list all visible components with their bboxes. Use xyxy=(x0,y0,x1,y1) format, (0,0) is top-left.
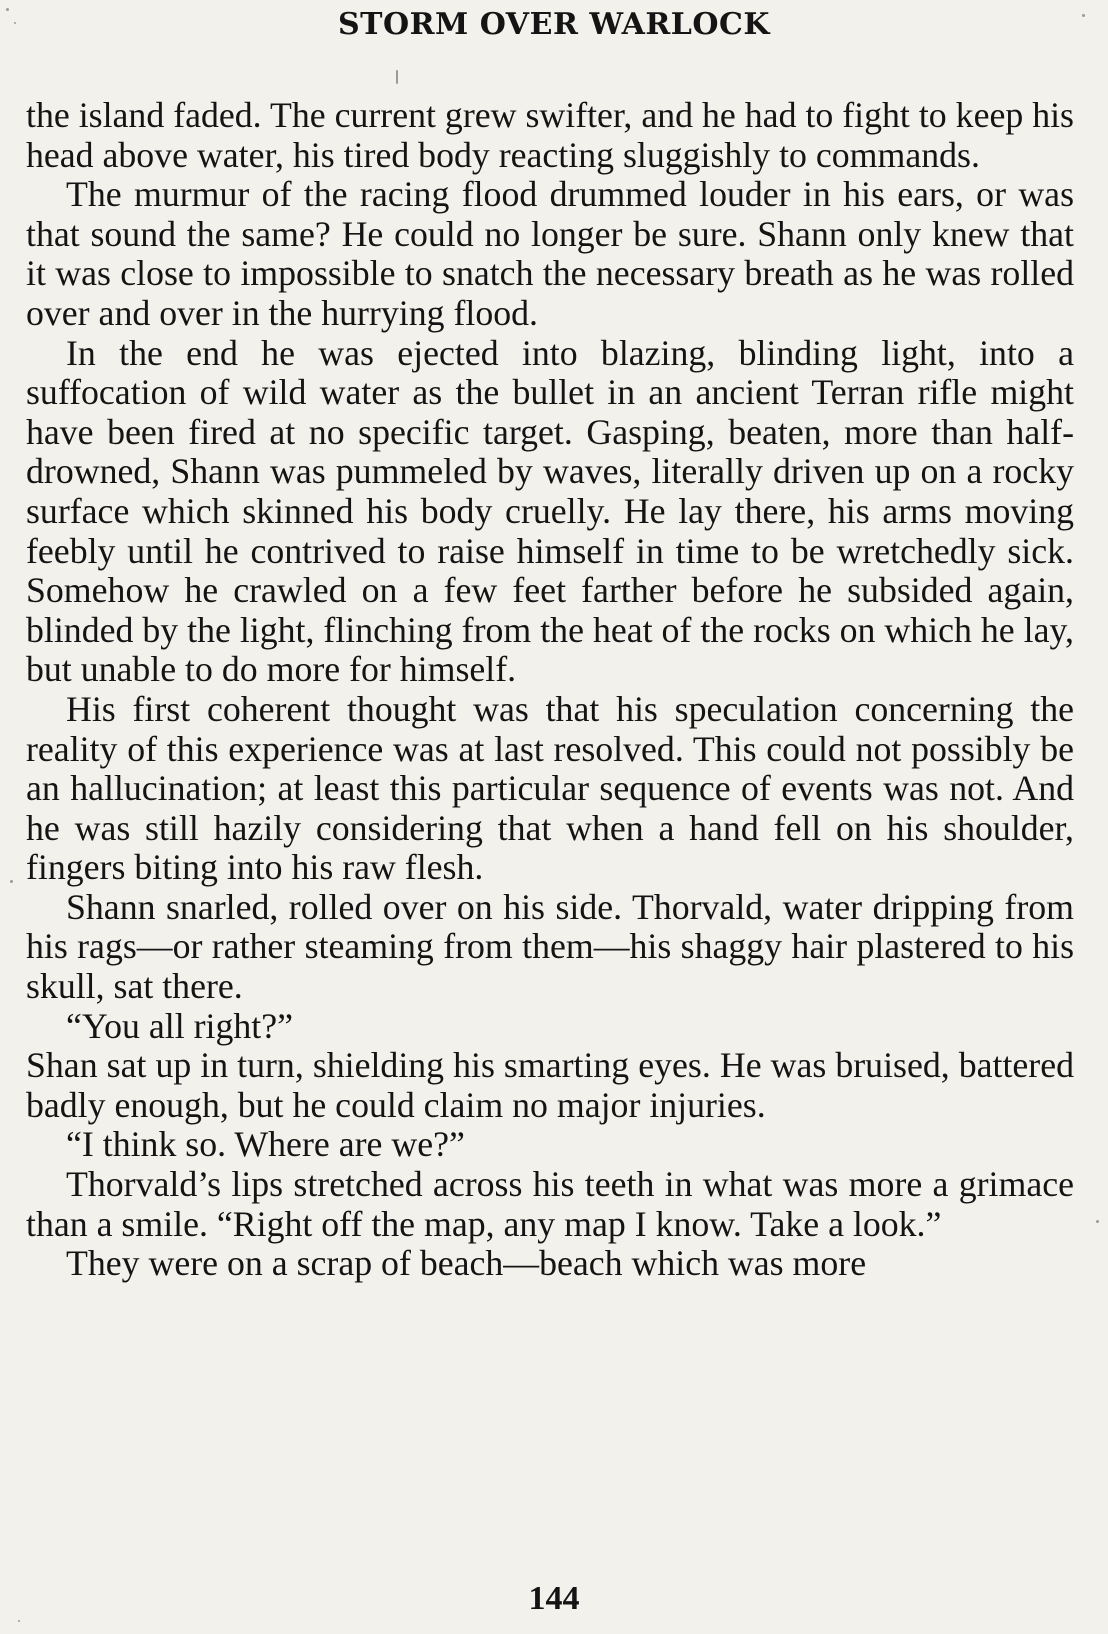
paragraph: Shann snarled, rolled over on his side. Thorvald, water dripping from his rags—or rather steaming from them—his shaggy hair plastered to his skull, sat there. xyxy=(26,886,1074,1007)
paragraph: Thorvald’s lips stretched across his teeth in what was more a grimace than a smile. “Right off the map, any map I know. Take a look.” xyxy=(26,1164,1074,1244)
page-number: 144 xyxy=(528,1580,580,1617)
scan-speck xyxy=(1082,14,1085,17)
scan-speck xyxy=(396,70,398,84)
scan-speck xyxy=(14,22,16,24)
paragraph: In the end he was ejected into blazing, blinding light, into a suffocation of wild water as the bullet in an ancient Terran rifle might have been fired at no specific target. Gasping, beaten, more than half-drowned, Shann was pummeled by waves, literally driven up on a rocky surface which skinned his body cruelly. He lay there, his arms moving feebly until he contrived to raise himself in time to be wretchedly sick. Somehow he crawled on a few feet farther before he subsided again, blinded by the light, flinching from the heat of the rocks on which he lay, but unable to do more for himself. xyxy=(26,332,1074,690)
body-text xyxy=(26,96,1074,1284)
scan-speck xyxy=(10,880,13,883)
paragraph: “You all right?” xyxy=(66,1005,294,1046)
paragraph: His first coherent thought was that his speculation concerning the reality of this experience was at last resolved. This could not possibly be an hallucination; at least this particular sequence of events was not. And he was still hazily considering that when a hand fell on his shoulder, fingers biting into his raw flesh. xyxy=(26,688,1074,888)
paragraph: the island faded. The current grew swifter, and he had to fight to keep his head above water, his tired body reacting sluggishly to commands. xyxy=(26,95,1074,175)
scan-speck xyxy=(1096,1220,1099,1223)
paragraph: They were on a scrap of beach—beach which was more xyxy=(66,1243,867,1284)
running-head: STORM OVER WARLOCK xyxy=(338,7,770,42)
paragraph: “I think so. Where are we?” xyxy=(66,1124,465,1165)
paragraph: Shan sat up in turn, shielding his smarting eyes. He was bruised, battered badly enough, but he could claim no major injuries. xyxy=(26,1045,1074,1125)
paragraph: The murmur of the racing flood drummed louder in his ears, or was that sound the same? He could no longer be sure. Shann only knew that it was close to impossible to snatch the necessary breath as he was rolled over and over in the hurrying flood. xyxy=(26,174,1074,333)
scan-speck xyxy=(18,1620,20,1622)
scan-speck xyxy=(6,8,9,11)
